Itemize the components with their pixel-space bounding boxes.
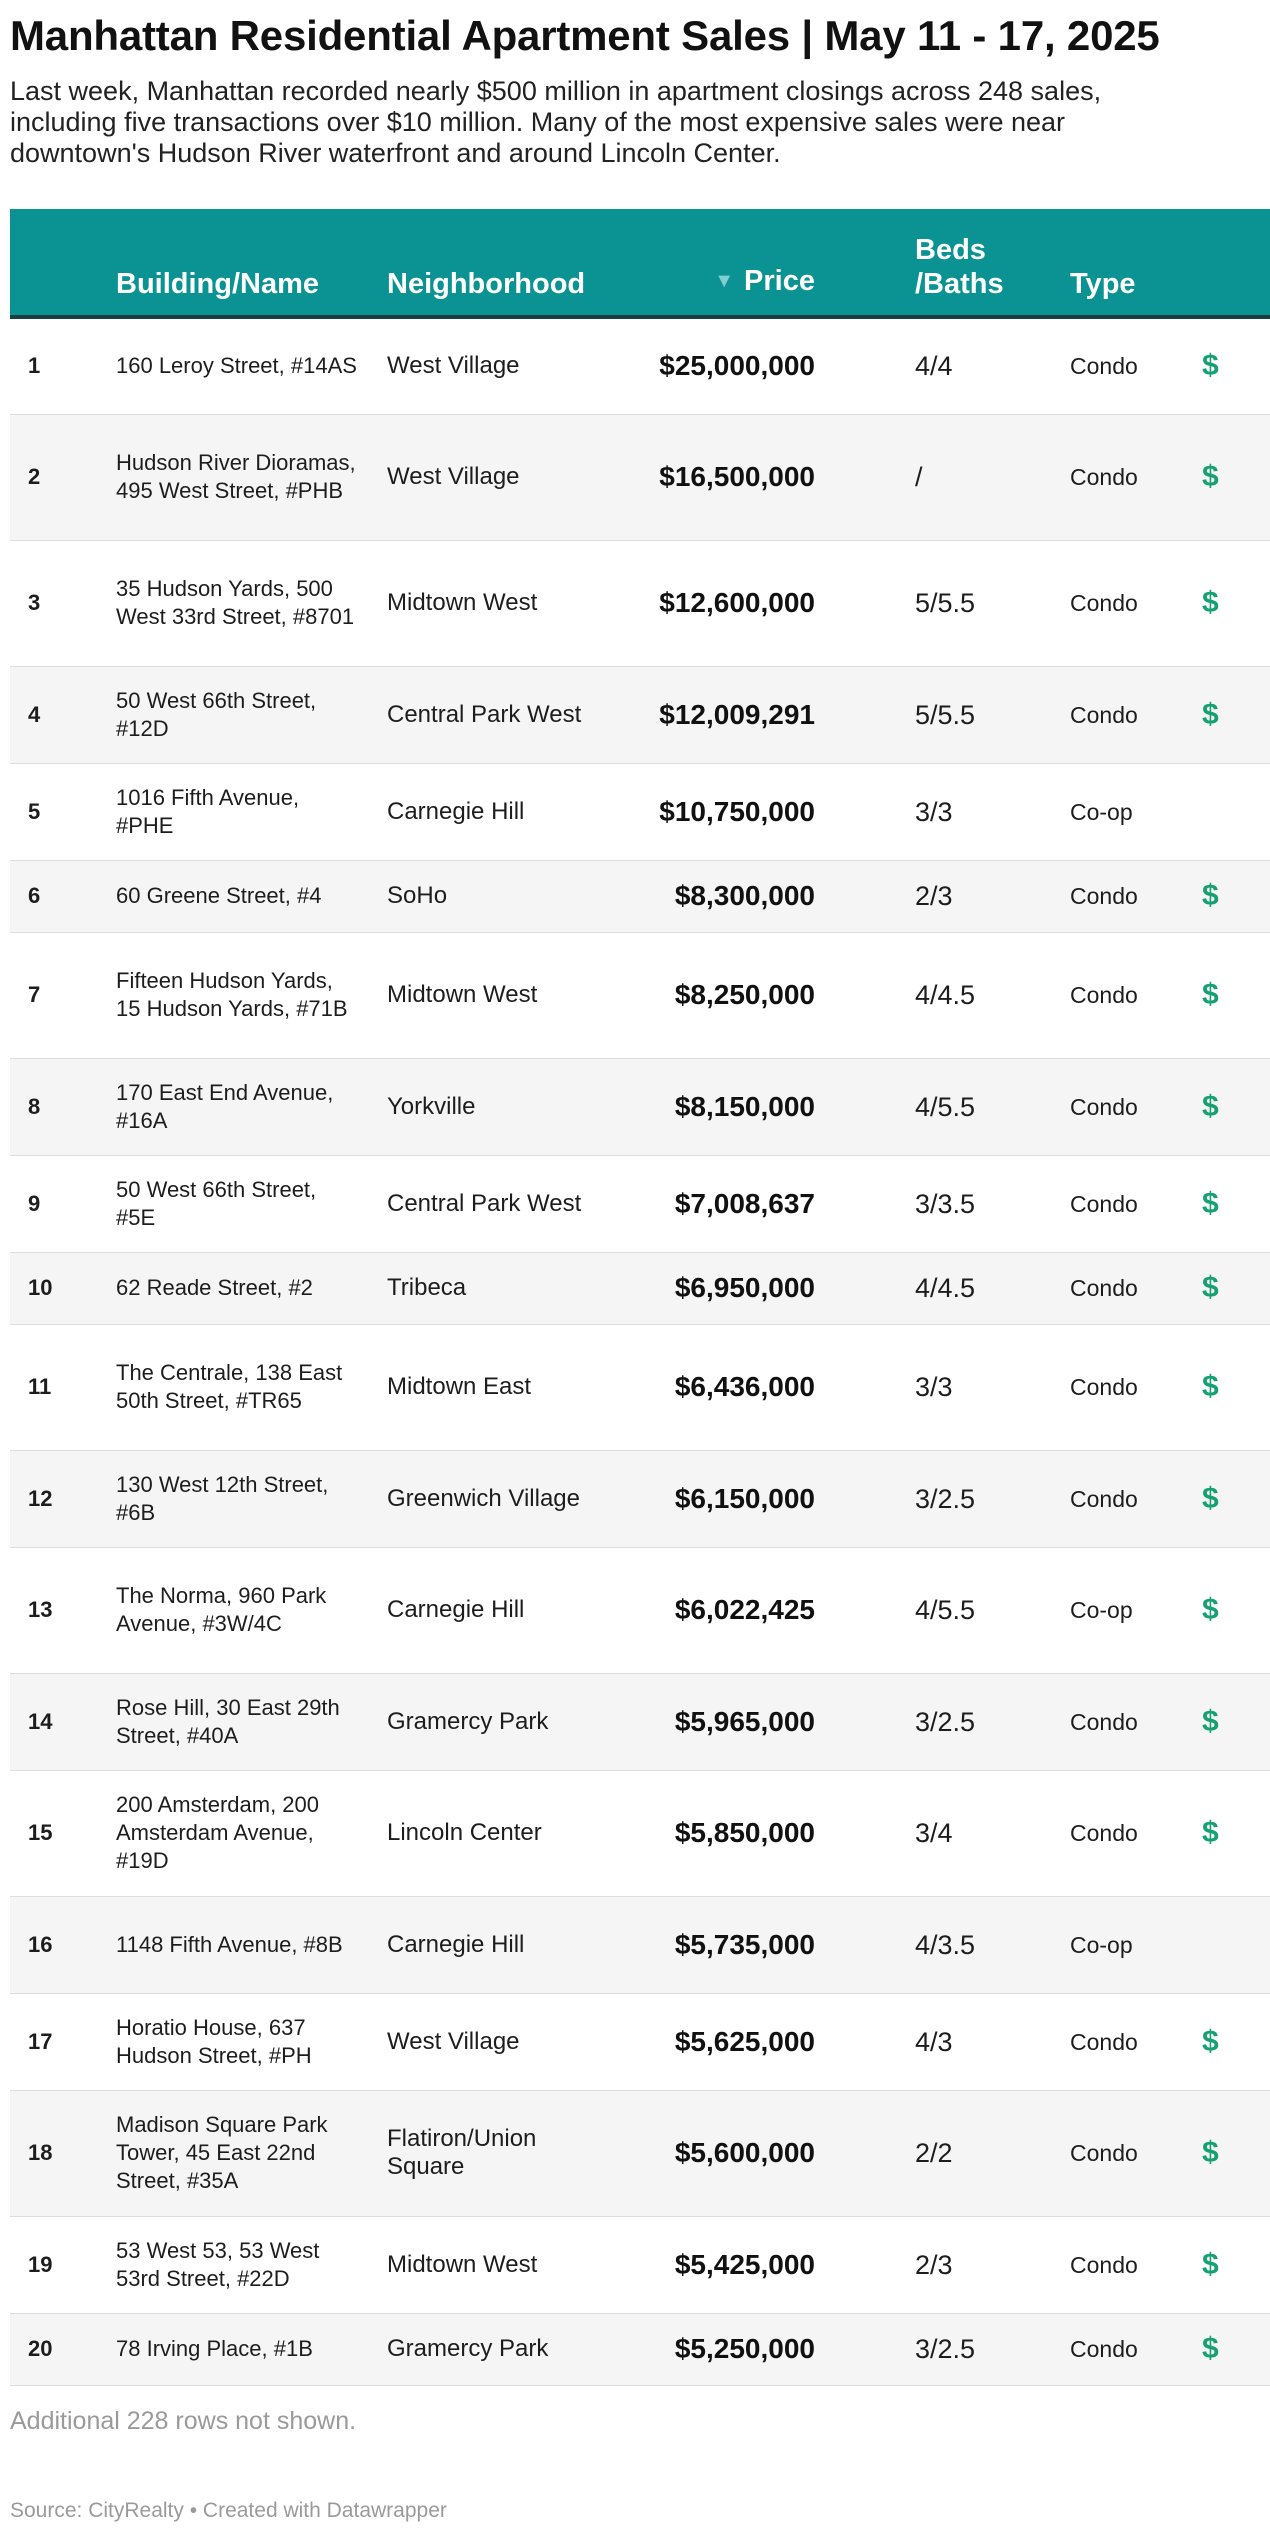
beds-baths-cell: 4/4.5 <box>915 980 976 1010</box>
extra-cell: $ <box>1202 586 1219 619</box>
sort-descending-icon: ▼ <box>714 270 735 292</box>
neighborhood-cell: Carnegie Hill <box>387 1596 525 1623</box>
building-cell: 53 West 53, 53 West 53rd Street, #22D <box>116 2237 320 2291</box>
spacer-cell <box>815 540 915 666</box>
table-row <box>10 1896 1270 1993</box>
table-row <box>10 1324 1270 1450</box>
rank-cell: 20 <box>28 2336 53 2361</box>
price-column-label: Price <box>744 265 815 297</box>
beds-baths-cell: 3/4 <box>915 1818 953 1848</box>
type-cell: Condo <box>1070 2140 1138 2166</box>
spacer-cell <box>815 860 915 932</box>
extra-cell: $ <box>1202 1271 1219 1304</box>
price-cell: $25,000,000 <box>659 350 815 382</box>
type-column-label: Type <box>1070 268 1136 300</box>
price-cell: $5,600,000 <box>674 2137 815 2168</box>
spacer-cell <box>815 1770 915 1896</box>
rank-cell: 12 <box>28 1485 53 1511</box>
rank-cell: 15 <box>28 1820 53 1845</box>
beds-baths-cell: 4/3.5 <box>915 1929 976 1960</box>
beds-baths-cell: 4/5.5 <box>915 1091 976 1122</box>
beds-baths-cell: 5/5.5 <box>915 699 976 730</box>
building-cell: 78 Irving Place, #1B <box>116 2336 313 2361</box>
price-cell: $5,425,000 <box>674 2248 815 2280</box>
spacer-cell <box>815 1324 915 1450</box>
building-cell: 200 Amsterdam, 200 Amsterdam Avenue, #19D <box>116 1792 320 1873</box>
rank-cell: 17 <box>28 2028 53 2054</box>
extra-cell <box>1202 763 1270 860</box>
neighborhood-cell: West Village <box>387 463 520 490</box>
type-cell: Condo <box>1070 1190 1138 1217</box>
extra-cell: $ <box>1202 978 1219 1011</box>
neighborhood-cell: Midtown West <box>387 2250 538 2278</box>
extra-cell: $ <box>1202 2332 1219 2365</box>
type-cell: Condo <box>1070 883 1138 909</box>
rank-cell: 11 <box>28 1374 52 1399</box>
table-row <box>10 2216 1270 2313</box>
building-cell: Hudson River Dioramas, 495 West Street, #PHB <box>116 450 356 503</box>
spacer-cell <box>815 1993 915 2090</box>
building-cell: 160 Leroy Street, #14AS <box>116 353 357 379</box>
building-cell: Madison Square Park Tower, 45 East 22nd Street, #35A <box>116 2112 328 2193</box>
spacer-cell <box>815 414 915 540</box>
neighborhood-cell: Tribeca <box>387 1274 467 1301</box>
price-cell: $6,950,000 <box>674 1272 815 1303</box>
type-cell: Condo <box>1070 353 1138 380</box>
beds-baths-cell: 2/3 <box>915 881 953 911</box>
rank-cell: 18 <box>28 2140 53 2165</box>
type-cell: Condo <box>1070 1485 1138 1512</box>
building-cell: 50 West 66th Street, #5E <box>116 1176 317 1230</box>
rank-cell: 3 <box>28 590 41 615</box>
extra-cell: $ <box>1202 2136 1219 2169</box>
neighborhood-cell: Midtown West <box>387 981 538 1008</box>
building-cell: The Norma, 960 Park Avenue, #3W/4C <box>116 1583 327 1636</box>
price-cell: $10,750,000 <box>659 795 815 827</box>
neighborhood-cell: Gramercy Park <box>387 2335 549 2362</box>
table-body <box>10 317 1270 2385</box>
beds-baths-cell: 2/2 <box>915 2138 953 2168</box>
table-row <box>10 2090 1270 2216</box>
extra-cell: $ <box>1202 1593 1219 1626</box>
table-row <box>10 1058 1270 1155</box>
price-cell: $5,625,000 <box>674 2025 815 2057</box>
page-title: Manhattan Residential Apartment Sales | May 11 - 17, 2025 <box>10 12 1160 59</box>
beds-baths-cell: 3/3 <box>915 796 953 827</box>
type-cell: Condo <box>1070 1093 1138 1120</box>
price-cell: $8,300,000 <box>674 880 815 911</box>
rank-cell: 19 <box>28 2251 53 2277</box>
table-row <box>10 317 1270 414</box>
baths-column-label: /Baths <box>915 268 1004 300</box>
intro-text: Last week, Manhattan recorded nearly $500 million in apartment closings across 248 sales, including five transactions over $10 million. Many of the most expensive sales were near downtown's Hudson River waterfront and around Lincoln Center. <box>10 76 1102 168</box>
spacer-cell <box>815 1450 915 1547</box>
price-cell: $12,600,000 <box>659 587 815 618</box>
neighborhood-cell: Carnegie Hill <box>387 1930 525 1958</box>
neighborhood-cell: Carnegie Hill <box>387 797 525 825</box>
neighborhood-column-label: Neighborhood <box>387 268 586 300</box>
type-cell: Co-op <box>1070 798 1133 825</box>
neighborhood-cell: Greenwich Village <box>387 1484 580 1512</box>
extra-cell: $ <box>1202 460 1219 493</box>
rank-cell: 16 <box>28 1931 53 1957</box>
building-cell: 60 Greene Street, #4 <box>116 883 322 908</box>
neighborhood-cell: West Village <box>387 352 520 380</box>
beds-baths-cell: 4/4 <box>915 351 953 382</box>
building-cell: 35 Hudson Yards, 500 West 33rd Street, #8701 <box>116 576 355 629</box>
type-cell: Condo <box>1070 590 1138 616</box>
spacer-cell <box>815 1547 915 1673</box>
table-row <box>10 1547 1270 1673</box>
beds-column-label: Beds <box>915 234 986 266</box>
table-row <box>10 860 1270 932</box>
building-cell: 1148 Fifth Avenue, #8B <box>116 1931 343 1957</box>
beds-baths-cell: 3/2.5 <box>915 2334 976 2364</box>
extra-cell: $ <box>1202 2247 1219 2281</box>
extra-cell: $ <box>1202 1816 1219 1849</box>
rank-cell: 2 <box>28 464 41 489</box>
rank-cell: 1 <box>28 353 41 379</box>
beds-baths-cell: 4/5.5 <box>915 1595 976 1625</box>
extra-cell <box>1202 1896 1270 1993</box>
rank-cell: 9 <box>28 1190 41 1216</box>
type-cell: Condo <box>1070 701 1138 728</box>
price-cell: $7,008,637 <box>674 1187 815 1219</box>
building-cell: 1016 Fifth Avenue, #PHE <box>116 784 300 838</box>
table-row <box>10 2313 1270 2385</box>
extra-cell: $ <box>1202 879 1219 912</box>
building-cell: Rose Hill, 30 East 29th Street, #40A <box>116 1694 340 1748</box>
price-column-header[interactable] <box>615 209 815 317</box>
extra-cell: $ <box>1202 1704 1219 1738</box>
spacer-cell <box>815 1155 915 1252</box>
beds-baths-cell: / <box>915 462 923 492</box>
spacer-cell <box>815 666 915 763</box>
table-row <box>10 1673 1270 1770</box>
price-cell: $6,022,425 <box>674 1594 815 1625</box>
price-cell: $16,500,000 <box>659 461 815 492</box>
type-column-header[interactable] <box>1070 209 1202 317</box>
extra-cell: $ <box>1202 2024 1219 2058</box>
beds-baths-cell: 2/3 <box>915 2249 953 2280</box>
beds-baths-cell: 5/5.5 <box>915 588 976 618</box>
spacer-cell <box>815 932 915 1058</box>
table-row <box>10 1450 1270 1547</box>
rank-cell: 7 <box>28 982 41 1007</box>
neighborhood-column-header[interactable] <box>387 209 615 317</box>
type-cell: Condo <box>1070 2251 1138 2278</box>
extra-cell: $ <box>1202 1089 1219 1123</box>
neighborhood-cell: Gramercy Park <box>387 1707 549 1735</box>
beds-baths-cell: 4/3 <box>915 2026 953 2057</box>
type-cell: Condo <box>1070 464 1138 490</box>
rank-cell: 13 <box>28 1597 53 1622</box>
table-row <box>10 666 1270 763</box>
beds-baths-cell: 3/3.5 <box>915 1188 976 1219</box>
rank-cell: 6 <box>28 883 41 908</box>
table-header-row <box>10 209 1270 317</box>
beds-baths-cell: 4/4.5 <box>915 1273 976 1303</box>
price-cell: $5,735,000 <box>674 1928 815 1960</box>
table-row <box>10 1770 1270 1896</box>
rank-cell: 4 <box>28 701 41 727</box>
neighborhood-cell: Central Park West <box>387 1189 582 1217</box>
neighborhood-cell: Midtown West <box>387 589 538 616</box>
rank-column-header <box>10 209 116 317</box>
type-cell: Condo <box>1070 2028 1138 2055</box>
neighborhood-cell: Flatiron/Union Square <box>387 2125 537 2180</box>
spacer-cell <box>815 2090 915 2216</box>
beds-baths-cell: 3/2.5 <box>915 1706 976 1737</box>
building-cell: Horatio House, 637 Hudson Street, #PH <box>116 2014 312 2068</box>
type-cell: Condo <box>1070 2336 1138 2362</box>
type-cell: Condo <box>1070 1820 1138 1846</box>
extra-cell: $ <box>1202 1481 1219 1515</box>
neighborhood-cell: SoHo <box>387 882 448 909</box>
source-credit: Source: CityRealty • Created with Datawrapper <box>10 2499 447 2522</box>
table-row <box>10 1993 1270 2090</box>
neighborhood-cell: Lincoln Center <box>387 1819 542 1846</box>
spacer-cell <box>815 1673 915 1770</box>
table-row <box>10 414 1270 540</box>
table-row <box>10 763 1270 860</box>
price-cell: $5,250,000 <box>674 2333 815 2364</box>
building-cell: Fifteen Hudson Yards, 15 Hudson Yards, #71B <box>116 968 348 1021</box>
price-cell: $12,009,291 <box>659 698 815 730</box>
table-header <box>10 209 1270 317</box>
spacer-cell <box>815 763 915 860</box>
price-cell: $5,965,000 <box>674 1705 815 1737</box>
spacer-cell <box>815 1896 915 1993</box>
neighborhood-cell: West Village <box>387 2027 520 2055</box>
type-cell: Condo <box>1070 1374 1138 1400</box>
extra-column-header <box>1202 209 1270 317</box>
type-cell: Condo <box>1070 1275 1138 1301</box>
spacer-cell <box>815 2313 915 2385</box>
type-cell: Condo <box>1070 1708 1138 1735</box>
type-cell: Co-op <box>1070 1931 1133 1958</box>
building-cell: 62 Reade Street, #2 <box>116 1275 313 1300</box>
sales-table-container <box>10 209 1219 2386</box>
type-cell: Condo <box>1070 982 1138 1008</box>
price-cell: $8,150,000 <box>674 1090 815 1122</box>
rank-cell: 14 <box>28 1708 53 1734</box>
beds-baths-cell: 3/3 <box>915 1372 953 1402</box>
neighborhood-cell: Yorkville <box>387 1092 476 1120</box>
rank-cell: 10 <box>28 1275 53 1300</box>
rank-cell: 5 <box>28 798 41 824</box>
table-row <box>10 540 1270 666</box>
building-cell: 170 East End Avenue, #16A <box>116 1079 334 1133</box>
extra-cell: $ <box>1202 349 1219 383</box>
building-cell: 130 West 12th Street, #6B <box>116 1471 329 1525</box>
building-cell: 50 West 66th Street, #12D <box>116 687 317 741</box>
neighborhood-cell: Midtown East <box>387 1373 532 1400</box>
building-column-header[interactable] <box>116 209 387 317</box>
sales-table <box>10 209 1270 2386</box>
spacer-cell <box>815 1058 915 1155</box>
neighborhood-cell: Central Park West <box>387 700 582 728</box>
table-row <box>10 1252 1270 1324</box>
extra-cell: $ <box>1202 1186 1219 1220</box>
type-cell: Co-op <box>1070 1597 1133 1623</box>
spacer-cell <box>815 2216 915 2313</box>
price-cell: $6,436,000 <box>674 1371 815 1402</box>
building-cell: The Centrale, 138 East 50th Street, #TR65 <box>116 1360 343 1413</box>
extra-cell: $ <box>1202 697 1219 731</box>
rank-cell: 8 <box>28 1093 41 1119</box>
beds-baths-column-header[interactable] <box>915 209 1070 317</box>
building-column-label: Building/Name <box>116 268 320 300</box>
extra-cell: $ <box>1202 1370 1219 1403</box>
hidden-rows-note: Additional 228 rows not shown. <box>10 2406 357 2435</box>
spacer-cell <box>815 317 915 414</box>
price-cell: $8,250,000 <box>674 979 815 1010</box>
table-row <box>10 1155 1270 1252</box>
price-cell: $5,850,000 <box>674 1817 815 1848</box>
table-row <box>10 932 1270 1058</box>
price-cell: $6,150,000 <box>674 1482 815 1514</box>
spacer-cell <box>815 1252 915 1324</box>
spacer-column-header <box>815 209 915 317</box>
beds-baths-cell: 3/2.5 <box>915 1483 976 1514</box>
